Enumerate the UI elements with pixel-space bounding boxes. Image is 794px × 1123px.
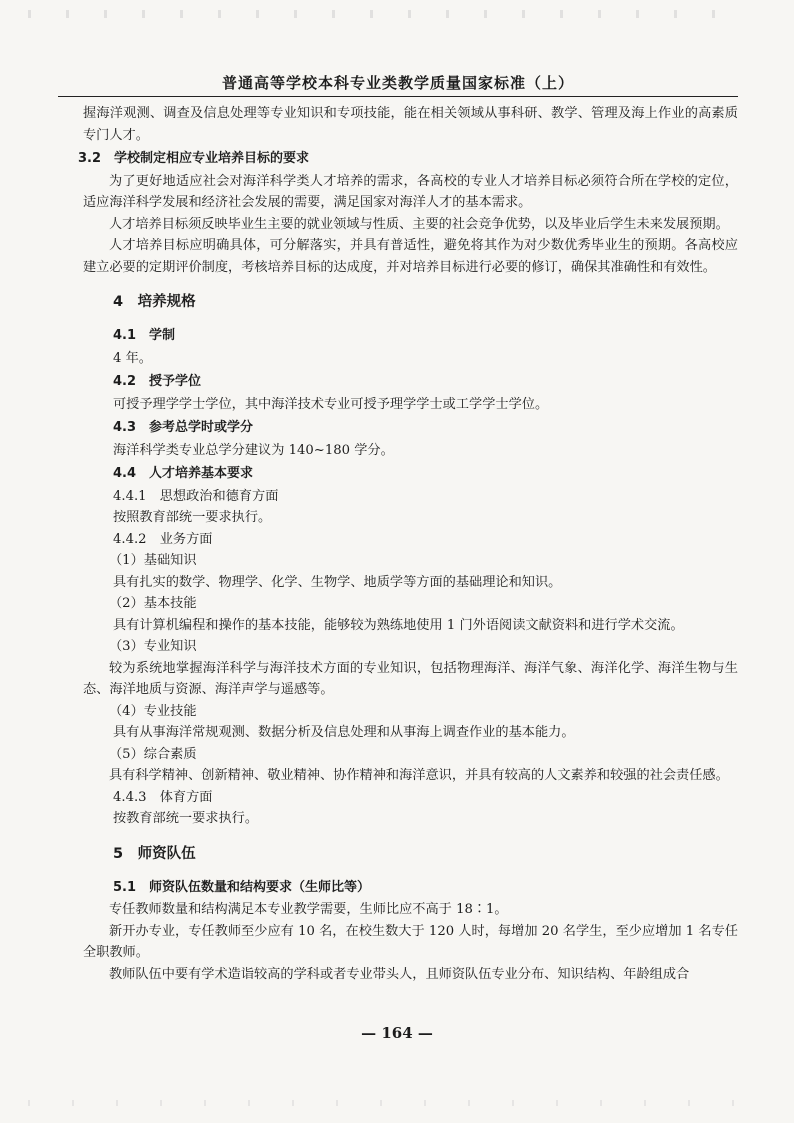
paragraph: 新开办专业，专任教师至少应有 10 名，在校生数大于 120 人时，每增加 20 名学生，至少应增加 1 名专任全职教师。: [83, 923, 738, 960]
paragraph: 按照教育部统一要求执行。: [113, 510, 272, 525]
header-rule: [58, 96, 738, 97]
paragraph: 为了更好地适应社会对海洋科学类人才培养的需求，各高校的专业人才培养目标必须符合所在学校的定位，适应海洋科学发展和经济社会发展的需要，满足国家对海洋人才的基本需求。: [83, 173, 738, 210]
subsection-heading-4-4-3: 4.4.3 体育方面: [113, 789, 213, 805]
list-item-heading: （3）专业知识: [109, 639, 197, 654]
paragraph: 海洋科学类专业总学分建议为 140~180 学分。: [113, 442, 394, 458]
chapter-heading-5: 5 师资队伍: [113, 845, 196, 862]
paragraph: 4 年。: [113, 350, 152, 366]
scan-artifact-top: [28, 10, 718, 18]
page-number: — 164 —: [361, 1024, 433, 1042]
section-heading-3-2: 3.2 学校制定相应专业培养目标的要求: [78, 151, 310, 166]
list-item-heading: （4）专业技能: [109, 703, 197, 719]
section-heading-5-1: 5.1 师资队伍数量和结构要求（生师比等）: [113, 879, 371, 895]
list-item-heading: （1）基础知识: [109, 553, 197, 568]
page-content: [78, 103, 738, 985]
paragraph: 按教育部统一要求执行。: [113, 811, 259, 826]
paragraph: 具有扎实的数学、物理学、化学、生物学、地质学等方面的基础理论和知识。: [113, 574, 562, 590]
paragraph: 具有科学精神、创新精神、敬业精神、协作精神和海洋意识，并具有较高的人文素养和较强的社会责任感。: [109, 768, 729, 783]
subsection-heading-4-4-1: 4.4.1 思想政治和德育方面: [113, 488, 279, 504]
section-heading-4-1: 4.1 学制: [113, 328, 176, 343]
paragraph: 人才培养目标应明确具体，可分解落实，并具有普适性，避免将其作为对少数优秀毕业生的预期。各高校应建立必要的定期评价制度，考核培养目标的达成度，并对培养目标进行必要的修订，确保其准确性和有效性。: [83, 238, 738, 275]
section-heading-4-3: 4.3 参考总学时或学分: [113, 420, 254, 435]
section-heading-4-2: 4.2 授予学位: [113, 374, 202, 389]
paragraph: 教师队伍中要有学术造诣较高的学科或者专业带头人，且师资队伍专业分布、知识结构、年龄组成合: [109, 966, 690, 982]
paragraph: 握海洋观测、调查及信息处理等专业知识和专项技能，能在相关领域从事科研、教学、管理及海上作业的高素质专门人才。: [83, 106, 738, 143]
paragraph: 具有计算机编程和操作的基本技能，能够较为熟练地使用 1 门外语阅读文献资料和进行学术交流。: [113, 617, 684, 633]
scan-artifact-bottom: [28, 1100, 768, 1106]
paragraph: 较为系统地掌握海洋科学与海洋技术方面的专业知识，包括物理海洋、海洋气象、海洋化学、海洋生物与生态、海洋地质与资源、海洋声学与遥感等。: [83, 660, 738, 697]
paragraph: 可授予理学学士学位，其中海洋技术专业可授予理学学士或工学学士学位。: [113, 396, 549, 412]
list-item-heading: （2）基本技能: [109, 596, 197, 611]
running-header: 普通高等学校本科专业类教学质量国家标准（上）: [221, 74, 574, 92]
list-item-heading: （5）综合素质: [109, 746, 197, 762]
paragraph: 人才培养目标须反映毕业生主要的就业领域与性质、主要的社会竞争优势，以及毕业后学生未来发展预期。: [109, 216, 729, 232]
subsection-heading-4-4-2: 4.4.2 业务方面: [113, 531, 213, 547]
paragraph: 专任教师数量和结构满足本专业教学需要，生师比应不高于 18∶1。: [109, 902, 508, 917]
chapter-heading-4: 4 培养规格: [113, 294, 196, 310]
section-heading-4-4: 4.4 人才培养基本要求: [113, 466, 254, 481]
paragraph: 具有从事海洋常规观测、数据分析及信息处理和从事海上调查作业的基本能力。: [113, 725, 575, 740]
